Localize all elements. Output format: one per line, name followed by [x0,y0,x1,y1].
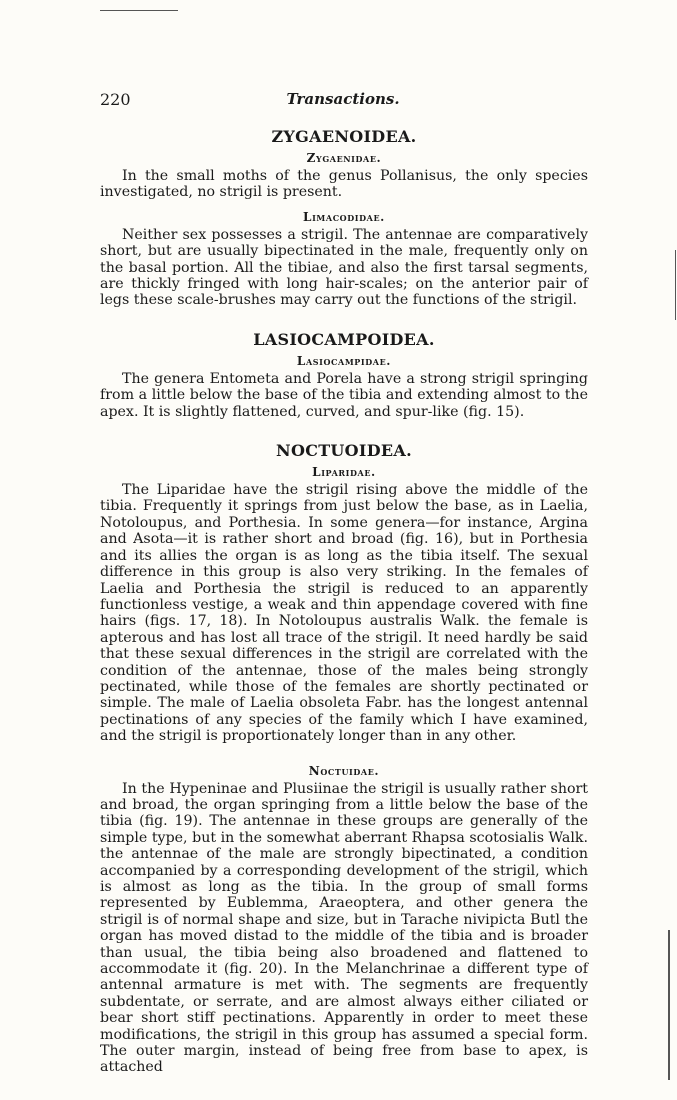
family-heading: Liparidae. [312,465,376,480]
scan-margin-mark [675,250,676,320]
paragraph [100,371,588,420]
paragraph [100,482,588,745]
family-heading: Zygaenidae. [306,151,382,165]
scan-edge-mark [100,10,178,11]
paragraph-text: In the Hypeninae and Plusiinae the strigil is usually rather short and broad, the organ springing from a little below the base of the tibia (fig. 19). The antennae in these groups are generally of the simple type, but in the somewhat aberrant Rhapsa scotosialis Walk. the antennae of the male are strongly bipectinated, a condition accompanied by a corresponding development of the strigil, which is almost as long as the tibia. In the group of small forms represented by Eublemma, Araeoptera, and other genera the strigil is of normal shape and size, but in Tarache nivipicta Butl the organ has moved distad to the middle of the tibia and is broader than usual, the tibia being also broadened and flattened to accommodate it (fig. 20). In the Melanchrinae a different type of antennal armature is met with. The segments are frequently subdentate, or serrate, and are almost always either ciliated or bear short stiff pectinations. Apparently in order to meet these modifications, the strigil in this group has assumed a special form. The outer margin, instead of being free from base to apex, is attached [100,780,588,1076]
superfamily-heading: NOCTUOIDEA. [276,441,412,461]
scan-margin-mark [668,930,670,1080]
family-heading: Noctuidae. [308,763,380,778]
family-heading: Lasiocampidae. [296,353,392,368]
page-header [100,90,586,112]
page-body [100,126,588,1076]
superfamily-heading: ZYGAENOIDEA. [271,127,417,146]
paragraph [100,168,588,201]
paragraph-text: Neither sex possesses a strigil. The antennae are comparatively short, but are usually bipectinated in the male, frequently only on the basal portion. All the tibiae, and also the first tarsal segments, are thickly fringed with long hair-scales; on the anterior pair of legs these scale-brushes may carry out the functions of the strigil. [100,226,588,309]
paragraph-text: The Liparidae have the strigil rising above the middle of the tibia. Frequently it springs from just below the base, as in Laelia, Notoloupus, and Porthesia. In some genera—for instance, Argina and Asota—it is rather short and broad (fig. 16), but in Porthesia and its allies the organ is as long as the tibia itself. The sexual difference in this group is also very striking. In the females of Laelia and Porthesia the strigil is reduced to an apparently functionless vestige, a weak and thin appendage covered with fine hairs (figs. 17, 18). In Notoloupus australis Walk. the female is apterous and has lost all trace of the strigil. It need hardly be said that these sexual differences in the strigil are correlated with the condition of the antennae, those of the males being strongly pectinated, while those of the females are shortly pectinated or simple. The male of Laelia obsoleta Fabr. has the longest antennal pectinations of any species of the family which I have examined, and the strigil is proportionately longer than in any other. [100,482,588,745]
paragraph [100,781,588,1076]
paragraph [100,227,588,309]
page-number: 220 [100,90,131,109]
superfamily-heading: LASIOCAMPOIDEA. [253,329,435,349]
paragraph-text: In the small moths of the genus Pollanisus, the only species investigated, no strigil is present. [100,168,588,201]
running-head: Transactions. [286,90,400,108]
paragraph-text: The genera Entometa and Porela have a strong strigil springing from a little below the base of the tibia and extending almost to the apex. It is slightly flattened, curved, and spur-like (fig. 15). [100,370,588,420]
family-heading: Limacodidae. [303,209,385,224]
